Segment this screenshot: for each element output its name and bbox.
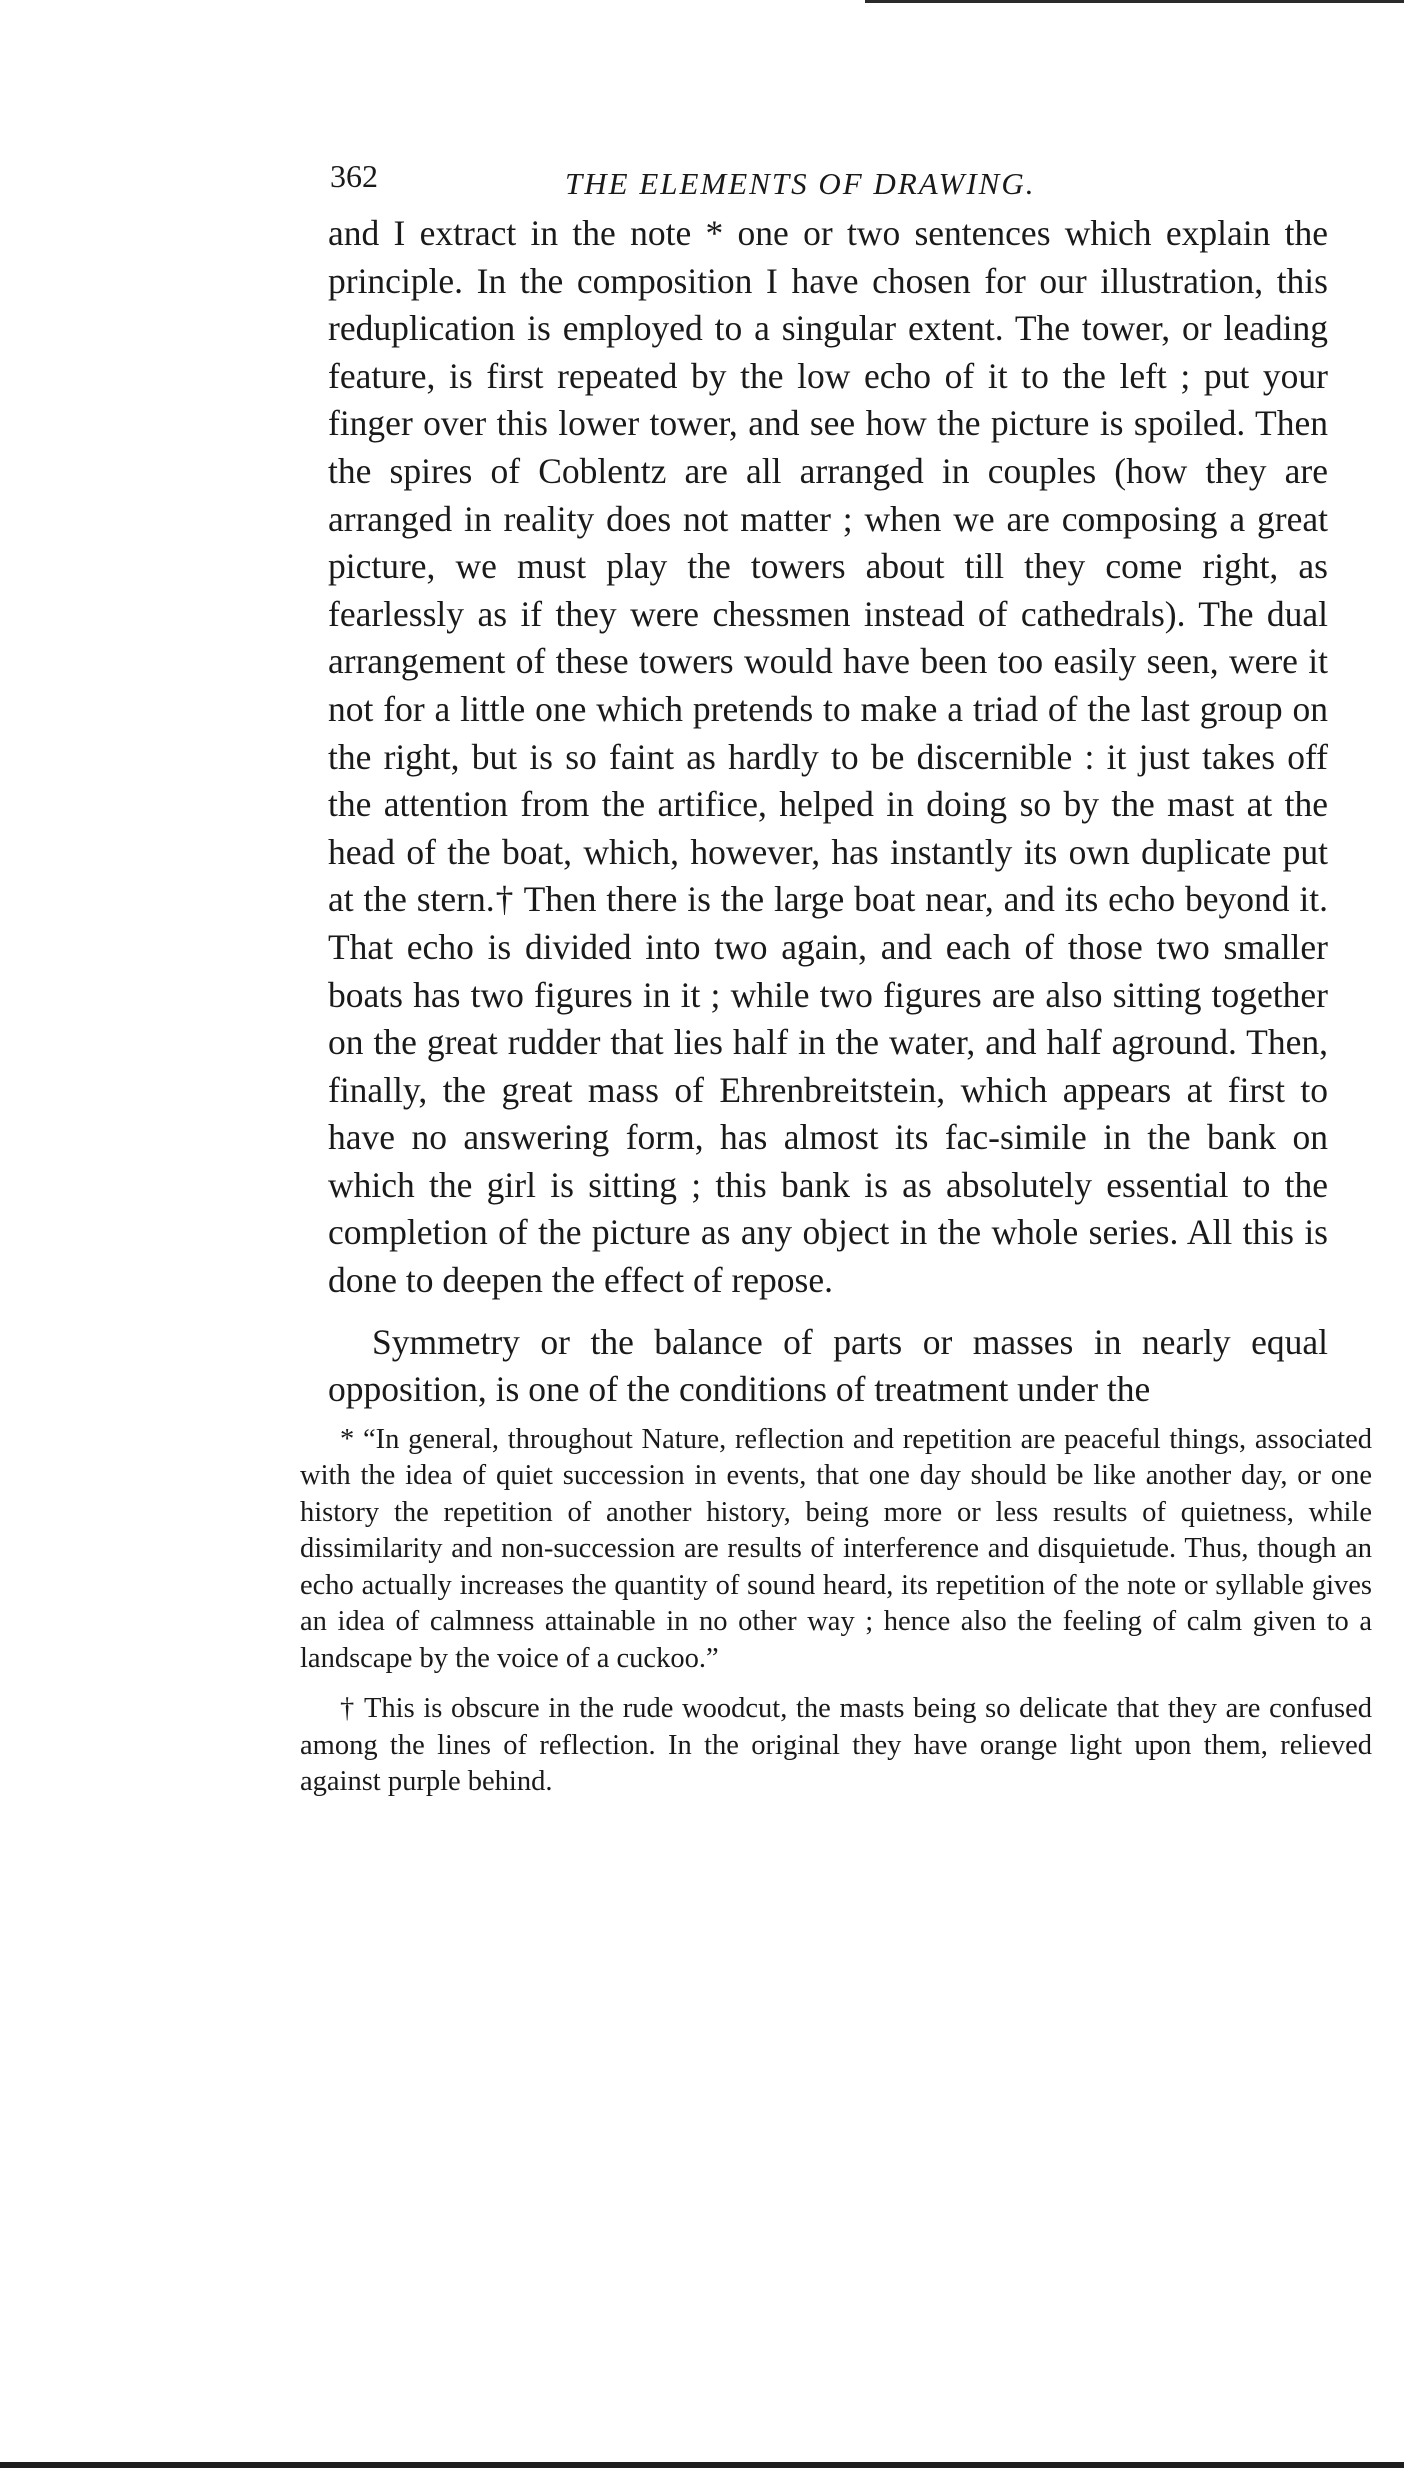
- page-number: 362: [330, 158, 378, 194]
- top-edge-rule: [865, 0, 1404, 3]
- bottom-edge-rule: [0, 2462, 1404, 2468]
- body-paragraph-1: and I extract in the note * one or two sentences which explain the principle. In the composition I have chosen for our illustration, this reduplication is employed to a singular extent. The tower, or leading feature, is first repeated by the low echo of it to the left ; put your finger over this lower tower, and see how the picture is spoiled. Then the spires of Coblentz are all arranged in couples (how they are arranged in reality does not matter ; when we are composing a great picture, we must play the towers about till they come right, as fearlessly as if they were chessmen instead of cathedrals). The dual arrangement of these towers would have been too easily seen, were it not for a little one which pretends to make a triad of the last group on the right, but is so faint as hardly to be discernible : it just takes off the attention from the artifice, helped in doing so by the mast at the head of the boat, which, however, has instantly its own duplicate put at the stern.† Then there is the large boat near, and its echo beyond it. That echo is divided into two again, and each of those two smaller boats has two figures in it ; while two figures are also sitting together on the great rudder that lies half in the water, and half aground. Then, finally, the great mass of Ehrenbreitstein, which appears at first to have no answering form, has almost its fac-simile in the bank on which the girl is sitting ; this bank is as absolutely essential to the completion of the picture as any object in the whole series. All this is done to deepen the effect of repose.: [328, 213, 1328, 1301]
- footnotes: [300, 1422, 1372, 1801]
- footnote-dagger: † This is obscure in the rude woodcut, the masts being so delicate that they are confused among the lines of reflection. In the original they have orange light upon them, relieved against purple behind.: [300, 1693, 1372, 1798]
- running-title: THE ELEMENTS OF DRAWING.: [565, 166, 1036, 201]
- footnote-asterisk: * “In general, throughout Nature, reflection and repetition are peaceful things, associated with the idea of quiet succession in events, that one day should be like another day, or one history the repetition of another history, being more or less results of quietness, while dissimilarity and non-succession are results of interference and disquietude. Thus, though an echo actually increases the quantity of sound heard, its repetition of the note or syllable gives an idea of calmness attainable in no other way ; hence also the feeling of calm given to a landscape by the voice of a cuckoo.”: [300, 1423, 1372, 1674]
- book-page: [300, 140, 1400, 1801]
- running-head: [300, 140, 1400, 210]
- body-paragraph-2: Symmetry or the balance of parts or masses in nearly equal opposition, is one of the conditions of treatment under the: [328, 1321, 1328, 1410]
